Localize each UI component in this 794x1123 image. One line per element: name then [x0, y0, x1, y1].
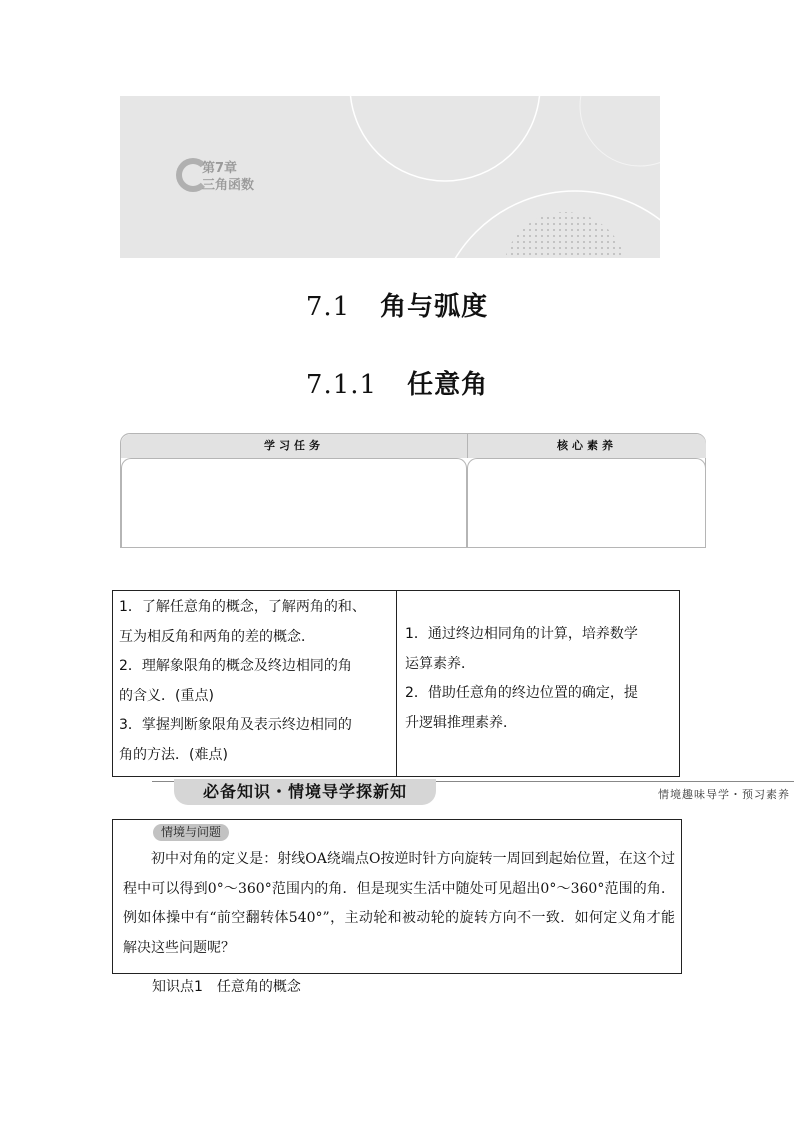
chapter-number: 第7章 [202, 161, 238, 176]
learning-tasks-cell [121, 458, 467, 548]
subsection-title: 任意角 [407, 370, 489, 400]
literacy-line: 升逻辑推理素养． [405, 714, 517, 731]
context-text: 初中对角的定义是：射线OA绕端点O按逆时针方向旋转一周回到起始位置，在这个过程中可以得到0°～360°范围内的角．但是现实生活中随处可见超出0°～360°范围的角．例如体操中有“前空翻转体540°”，主动轮和被动轮的旋转方向不一致．如何定义角才能解决这些问题呢？ [123, 851, 675, 956]
task-line: 2．理解象限角的概念及终边相同的角 [119, 658, 352, 674]
learning-tasks-column [113, 591, 397, 776]
task-header-box [120, 433, 706, 548]
context-box [112, 819, 682, 974]
chapter-title: 三角函数 [202, 178, 255, 193]
task-line: 互为相反角和两角的差的概念． [119, 628, 315, 645]
objectives-table [112, 590, 680, 777]
literacy-line: 2．借助任意角的终边位置的确定，提 [405, 685, 638, 701]
section-title: 角与弧度 [380, 292, 489, 322]
knowledge-point-label: 知识点1 [152, 979, 203, 995]
core-literacy-column [397, 591, 679, 776]
context-badge: 情境与问题 [153, 824, 229, 841]
section-right-label: 情境趣味导学・预习素养 [658, 788, 790, 801]
task-line: 的含义．(重点) [119, 687, 214, 704]
subsection-heading [0, 364, 794, 401]
subsection-number: 7.1.1 [305, 370, 378, 400]
section-heading [0, 286, 794, 323]
literacy-line: 运算素养． [405, 655, 475, 672]
literacy-line: 1．通过终边相同角的计算，培养数学 [405, 626, 638, 642]
knowledge-point-heading [152, 976, 301, 996]
chapter-banner [120, 96, 660, 258]
learning-tasks-header: 学习任务 [121, 434, 467, 458]
task-line: 1．了解任意角的概念，了解两角的和、 [119, 599, 366, 615]
section-number: 7.1 [305, 292, 351, 322]
core-literacy-cell [467, 458, 706, 548]
chapter-label [202, 160, 254, 194]
core-literacy-header: 核心素养 [467, 434, 706, 458]
section-tab-title: 必备知识・情境导学探新知 [174, 779, 436, 805]
knowledge-point-title: 任意角的概念 [216, 979, 301, 995]
task-line: 角的方法．(难点) [119, 746, 228, 763]
task-line: 3．掌握判断象限角及表示终边相同的 [119, 717, 352, 733]
